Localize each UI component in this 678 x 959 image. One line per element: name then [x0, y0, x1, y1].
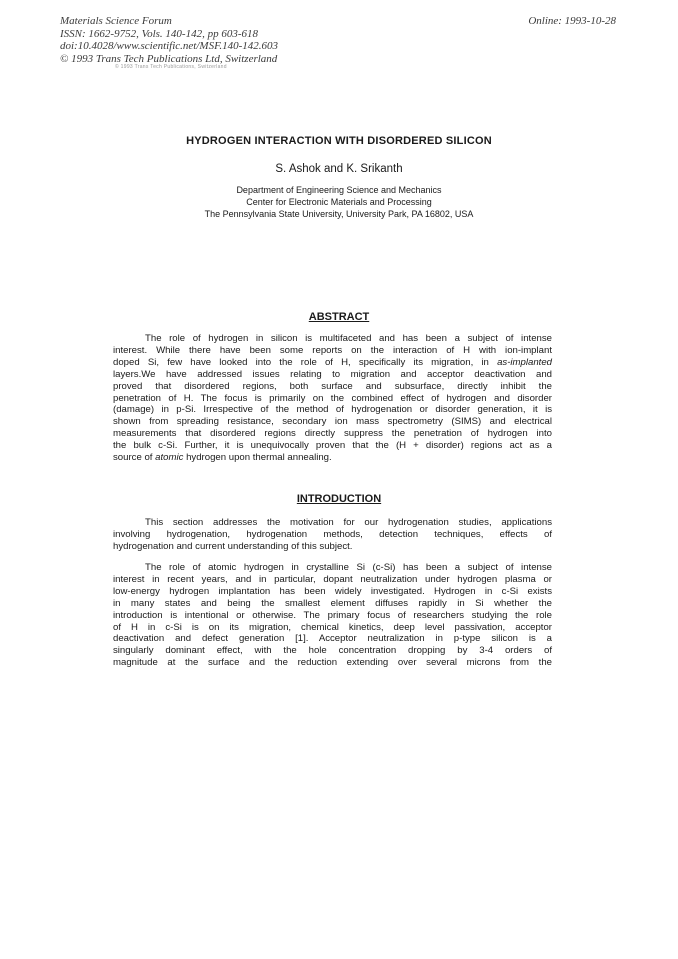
journal-header [60, 15, 278, 65]
abstract-heading: ABSTRACT [308, 311, 370, 323]
intro-line: introduction is intentional or otherwise. The primary focus of researchers studying the role [113, 609, 552, 621]
intro-line: of H in c-Si is on its migration, chemical kinetics, deep level passivation, acceptor [113, 621, 552, 633]
abstract-emphasis: atomic [155, 452, 184, 464]
intro-line: This section addresses the motivation for our hydrogenation studies, applications [145, 517, 552, 528]
abstract-line: (damage) in p-Si. Irrespective of the method of hydrogenation or disorder generation, it is [113, 404, 552, 416]
introduction-paragraph-2 [113, 562, 552, 669]
intro-line: deactivation and defect generation [1]. Acceptor neutralization in p-type silicon is a [113, 633, 552, 645]
intro-line: singularly dominant effect, with the hole concentration dropping by 3-4 orders of [113, 645, 552, 657]
abstract-line: interest. While there have been some reports on the interaction of H with ion-implant [113, 344, 552, 356]
abstract-line-text: hydrogen upon thermal annealing. [183, 452, 332, 464]
abstract-emphasis: as-implanted [497, 356, 552, 368]
journal-name: Materials Science Forum [60, 15, 172, 27]
abstract-line: The role of hydrogen in silicon is multifaceted and has been a subject of intense [145, 333, 552, 344]
intro-line: The role of atomic hydrogen in crystalline Si (c-Si) has been a subject of intense [145, 562, 552, 573]
abstract-line: shown from spreading resistance, secondary ion mass spectrometry (SIMS) and electrical [113, 416, 552, 428]
journal-issn: ISSN: 1662-9752, Vols. 140-142, pp 603-618 [60, 27, 258, 40]
doi-link[interactable]: doi:10.4028/www.scientific.net/MSF.140-142.603 [60, 40, 279, 52]
abstract-line-text: doped Si, few have looked into the role of H, specifically its migration, in [113, 356, 498, 368]
abstract-body [113, 333, 552, 464]
intro-line: involving hydrogenation, hydrogenation methods, detection techniques, effects of [113, 528, 552, 540]
affiliation-line: The Pennsylvania State University, University Park, PA 16802, USA [204, 209, 474, 220]
intro-line: magnitude at the surface and the reduction extending over several microns from the [113, 657, 552, 669]
paper-authors: S. Ashok and K. Srikanth [275, 163, 403, 175]
intro-line: hydrogenation and current understanding of this subject. [113, 540, 353, 552]
affiliation-block [0, 184, 678, 221]
intro-line: low-energy hydrogen implantation has been widely investigated. Hydrogen in c-Si exists [113, 585, 552, 597]
abstract-line: proved that disordered regions, both surface and subsurface, directly inhibit the [113, 380, 552, 392]
abstract-line [113, 452, 552, 464]
introduction-paragraph-1 [113, 517, 552, 553]
online-date: Online: 1993-10-28 [528, 15, 616, 27]
abstract-line: the bulk c-Si. Further, it is unequivocally proven that the (H + disorder) regions act as a [113, 440, 552, 452]
faded-imprint-watermark: © 1993 Trans Tech Publications, Switzerland [115, 64, 227, 70]
affiliation-line: Department of Engineering Science and Mechanics [236, 185, 442, 195]
copyright-notice: © 1993 Trans Tech Publications Ltd, Switzerland [60, 52, 278, 65]
introduction-heading: INTRODUCTION [296, 493, 382, 505]
abstract-line [113, 357, 552, 369]
abstract-line-text: source of [113, 452, 156, 464]
paper-title: HYDROGEN INTERACTION WITH DISORDERED SILICON [186, 135, 492, 147]
abstract-line: layers.We have addressed issues relating to migration and acceptor deactivation and [113, 368, 552, 380]
affiliation-line: Center for Electronic Materials and Processing [246, 197, 432, 208]
intro-line: in many states and being the smallest element diffuses rapidly in Si whether the [113, 597, 552, 609]
intro-line: interest in recent years, and in particular, dopant neutralization under hydrogen plasma or [113, 573, 552, 585]
abstract-line: measurements that disordered regions directly suppress the penetration of hydrogen into [113, 428, 552, 440]
online-date-header [528, 15, 616, 28]
abstract-line: penetration of H. The focus is primarily on the combined effect of hydrogen and disorder [113, 392, 552, 404]
